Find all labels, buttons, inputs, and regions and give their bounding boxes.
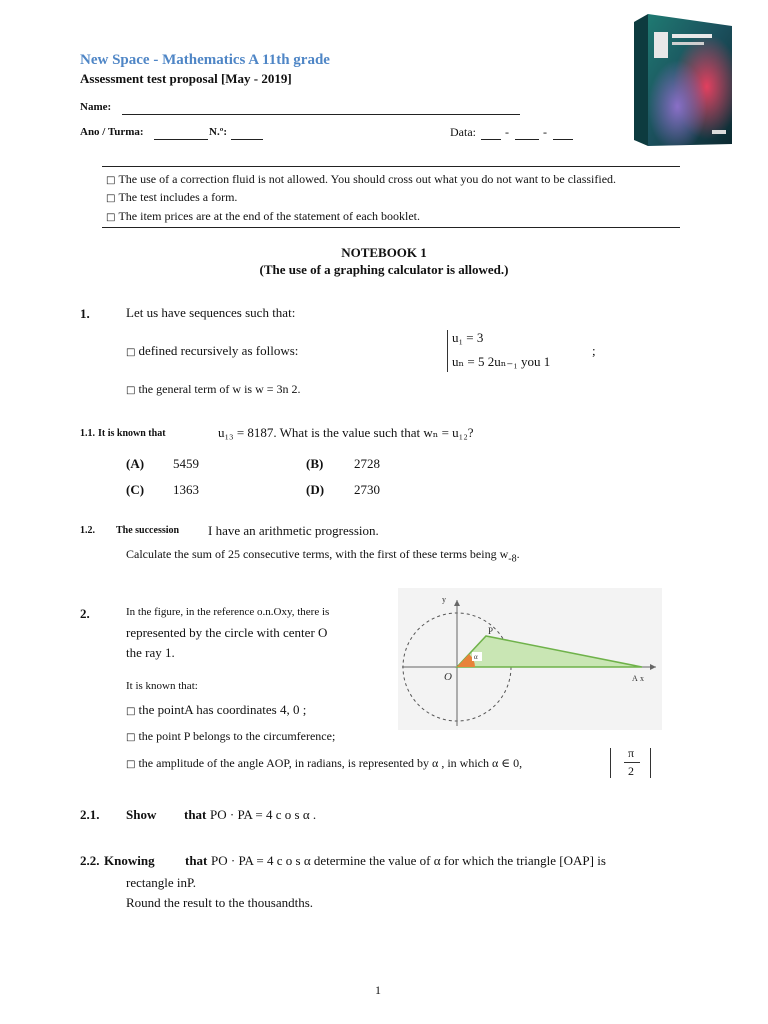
date-label: Data: [450, 125, 476, 139]
fraction-numerator: π [628, 746, 635, 760]
option-label: (D) [306, 482, 325, 497]
interval-bracket [648, 748, 651, 778]
point-P-label: P [488, 626, 494, 636]
bullet-icon: □ [126, 759, 136, 770]
class-field[interactable] [154, 139, 208, 140]
option-value: 5459 [173, 456, 199, 471]
y-axis-label: y [442, 595, 446, 604]
question-text: □ the point P belongs to the circumference; [126, 729, 336, 743]
book-cover-image [628, 12, 736, 148]
fraction-bar [624, 762, 640, 763]
date-month-field[interactable] [515, 139, 539, 140]
question-text: In the figure, in the reference o.n.Oxy, there is [126, 606, 330, 618]
bullet-icon: □ [126, 732, 136, 743]
option-label: (C) [126, 482, 145, 497]
fraction-denominator: 2 [628, 764, 634, 778]
question-text: Calculate the sum of 25 consecutive terms, with the first of these terms being $w_{-8}$. [126, 547, 520, 565]
option-label: (A) [126, 456, 145, 471]
question-text: PO · PA = 4 c o s α determine the value of α for which the triangle [OAP] is [211, 853, 606, 868]
question-number: 2.1. [80, 807, 100, 822]
date-day-field[interactable] [481, 139, 501, 140]
checkbox-icon: □ [106, 193, 116, 204]
question-text: PO · PA = 4 c o s α . [210, 807, 317, 822]
option-value: 2728 [354, 456, 380, 471]
divider [102, 227, 680, 228]
question-text: □ the general term of w is w = 3n 2. [126, 382, 301, 396]
system-brace [447, 330, 450, 372]
question-text: □ the amplitude of the angle AOP, in radians, is represented by α , in which α ∈ 0, [126, 756, 523, 770]
question-lead: that [184, 807, 207, 822]
x-axis-label: x [640, 674, 644, 683]
question-text: the ray 1. [126, 645, 175, 660]
name-label: Name: [80, 101, 112, 113]
question-number: 2.2. [80, 853, 100, 868]
date-year-field[interactable] [553, 139, 573, 140]
date-separator: - [505, 125, 509, 139]
option-label: (B) [306, 456, 324, 471]
date-separator: - [543, 125, 547, 139]
system-end: ; [592, 343, 596, 358]
option-value: 1363 [173, 482, 199, 497]
question-lead: It is known that [98, 428, 166, 439]
question-lead: that [185, 853, 208, 868]
checkbox-icon: □ [106, 212, 116, 223]
document-subtitle: Assessment test proposal [May - 2019] [80, 71, 292, 86]
notebook-title: NOTEBOOK 1 [341, 245, 427, 260]
name-field[interactable] [122, 114, 520, 115]
bullet-icon: □ [126, 706, 136, 717]
question-lead: Knowing [104, 853, 155, 868]
question-text: Round the result to the thousandths. [126, 895, 314, 910]
note-item: □ The test includes a form. [106, 190, 238, 204]
question-text: □ defined recursively as follows: [126, 343, 299, 358]
notebook-subtitle: (The use of a graphing calculator is allowed.) [259, 262, 509, 277]
question-text: rectangle inP. [126, 875, 197, 890]
number-field[interactable] [231, 139, 263, 140]
system-equation: u₁ = 3 [452, 330, 484, 345]
option-value: 2730 [354, 482, 380, 497]
point-A-label: A [632, 674, 638, 683]
note-item: □ The use of a correction fluid is not allowed. You should cross out what you do not want to be classified. [106, 172, 617, 186]
question-number: 2. [80, 606, 90, 621]
question-text: u₁₃ = 8187. What is the value such that wₙ = u₁₂? [218, 425, 474, 440]
question-text: I have an arithmetic progression. [208, 523, 379, 538]
origin-label: O [444, 671, 452, 683]
page-number: 1 [375, 983, 381, 997]
system-equation: uₙ = 5 2uₙ₋₁ you 1 [452, 354, 551, 369]
geometry-figure [398, 588, 662, 730]
document-title: New Space - Mathematics A 11th grade [80, 52, 330, 68]
note-item: □ The item prices are at the end of the statement of each booklet. [106, 209, 420, 223]
question-lead: The succession [116, 525, 180, 536]
question-number: 1.2. [80, 525, 95, 536]
question-text: It is known that: [126, 680, 198, 692]
question-lead: Show [126, 807, 157, 822]
question-number: 1. [80, 306, 90, 321]
question-text: □ the pointA has coordinates 4, 0 ; [126, 702, 307, 717]
bullet-icon: □ [126, 385, 136, 396]
question-text: Let us have sequences such that: [126, 305, 296, 320]
divider [102, 166, 680, 167]
class-label: Ano / Turma: [80, 126, 144, 138]
number-label: N.º: [209, 126, 227, 138]
question-number: 1.1. [80, 428, 95, 439]
interval-bracket [610, 748, 613, 778]
bullet-icon: □ [126, 347, 136, 358]
alpha-label: α [474, 653, 478, 661]
question-text: represented by the circle with center O [126, 625, 328, 640]
checkbox-icon: □ [106, 175, 116, 186]
